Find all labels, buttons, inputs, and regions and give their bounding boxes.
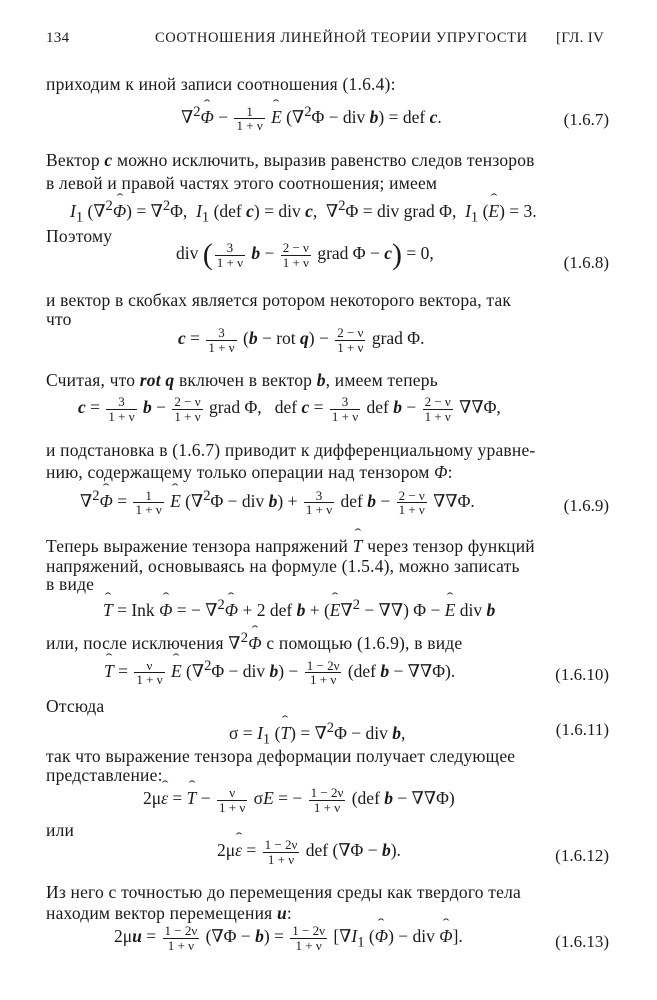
paragraph-line: так что выражение тензора деформации получает следующее [46, 746, 516, 766]
paragraph-line: Поэтому [46, 226, 113, 246]
paragraph-line: Теперь выражение тензора напряжений ˆ T через тензор функций [46, 536, 608, 557]
paragraph-line: и подстановка в (1.6.7) приводит к дифференциальному уравне- [46, 440, 536, 460]
equation-number: (1.6.7) [563, 110, 609, 129]
paragraph-line: в виде [46, 574, 95, 594]
paragraph-line: и вектор в скобках является ротором некоторого вектора, так [46, 290, 512, 310]
equation-1-6-10: ˆ T = $\frac{\nu}{1 + \nu}$ ˆ E (∇$^2$Φ − div b) − $\frac{1 - 2\nu}{1 + \nu}$ (def b − ∇∇Φ). [104, 658, 455, 687]
equation-number: (1.6.10) [555, 665, 609, 684]
paragraph-line: Из него с точностью до перемещения среды как твердого тела [46, 882, 521, 902]
equation-number: (1.6.13) [555, 932, 609, 951]
equation-number: (1.6.12) [555, 846, 609, 865]
equation-1-6-11: $\sigma = I_1$ (ˆ T) = ∇$^2$Φ − div b, [229, 720, 405, 748]
ink-equation: ˆ T = Ink ˆ Φ = − ∇$^2$ˆ Φ + 2 def b + (ˆ E∇$^2$ − ∇∇) Φ − ˆ E div b [103, 597, 495, 621]
paragraph-line: приходим к иной записи соотношения (1.6.4): [46, 74, 396, 94]
trace-equation: $I_1$ (∇$^2$ˆ Φ) = ∇$^2$Φ, $I_1$ (def c) = div c, ∇$^2$Φ = div grad Φ, $I_1$ (ˆ E) = 3. [70, 198, 537, 226]
equation-1-6-9: ∇$^2$ˆ Φ = $\frac{1}{1 + \nu}$ ˆ E (∇$^2$Φ − div b) + $\frac{3}{1 + \nu}$ def b − $\frac{2 - \nu}{1 + \nu}$ ∇∇Φ. [80, 488, 475, 517]
paragraph-line: представление: [46, 765, 163, 785]
equation-number: (1.6.11) [555, 720, 609, 739]
paragraph-line: или [46, 820, 75, 840]
paragraph-line: в левой и правой частях этого соотношения; имеем [46, 173, 438, 193]
page-number: 134 [46, 30, 70, 46]
equation-1-6-12: 2μˆ ε = $\frac{1 - 2\nu}{1 + \nu}$ def (∇Φ − b). [217, 838, 401, 866]
equation-1-6-8: div ( $\frac{3}{1 + \nu}$ b − $\frac{2 - \nu}{1 + \nu}$ grad Φ − c) = 0, [176, 238, 434, 271]
paragraph-line: Отсюда [46, 696, 105, 716]
vector-c-equation: c = $\frac{3}{1 + \nu}$ (b − rot q) − $\frac{2 - \nu}{1 + \nu}$ grad Φ. [178, 325, 425, 355]
equation-1-6-7: ∇$^2$ˆ Φ − $\frac{1}{1 + \nu}$ ˆ E (∇$^2$Φ − div b) = def c. [181, 104, 442, 133]
running-title: СООТНОШЕНИЯ ЛИНЕЙНОЙ ТЕОРИИ УПРУГОСТИ [155, 30, 528, 46]
paragraph-line: нию, содержащему только операции над тензором ˆ Φ: [46, 462, 608, 483]
chapter-label: [ГЛ. IV [556, 30, 605, 46]
paragraph-line: находим вектор перемещения u: [46, 903, 292, 923]
paragraph-line: напряжений, основываясь на формуле (1.5.4), можно записать [46, 556, 520, 576]
paragraph-line: Считая, что rot q включен в вектор b, имеем теперь [46, 370, 438, 390]
strain-equation: 2μˆ ε = ˆ T − $\frac{\nu}{1 + \nu}$ σE = − $\frac{1 - 2\nu}{1 + \nu}$ (def b − ∇∇Φ) [143, 786, 455, 814]
equation-1-6-13: 2μu = $\frac{1 - 2\nu}{1 + \nu}$ (∇Φ − b) = $\frac{1 - 2\nu}{1 + \nu}$ [$\nabla I_1$ (ˆ Φ) − div ˆ Φ]. [114, 924, 463, 952]
equation-number: (1.6.9) [563, 496, 609, 515]
equation-number: (1.6.8) [563, 253, 609, 272]
def-c-equation: c = $\frac{3}{1 + \nu}$ b − $\frac{2 - \nu}{1 + \nu}$ grad Φ, def c = $\frac{3}{1 + \nu}$ def b − $\frac{2 - \nu}{1 + \nu}$ ∇∇Φ, [78, 394, 501, 424]
paragraph-line: Вектор c можно исключить, выразив равенство следов тензоров [46, 150, 535, 170]
paragraph-line: что [46, 309, 72, 329]
paragraph-line: или, после исключения ∇$^2$ˆ Φ с помощью (1.6.9), в виде [46, 630, 608, 654]
